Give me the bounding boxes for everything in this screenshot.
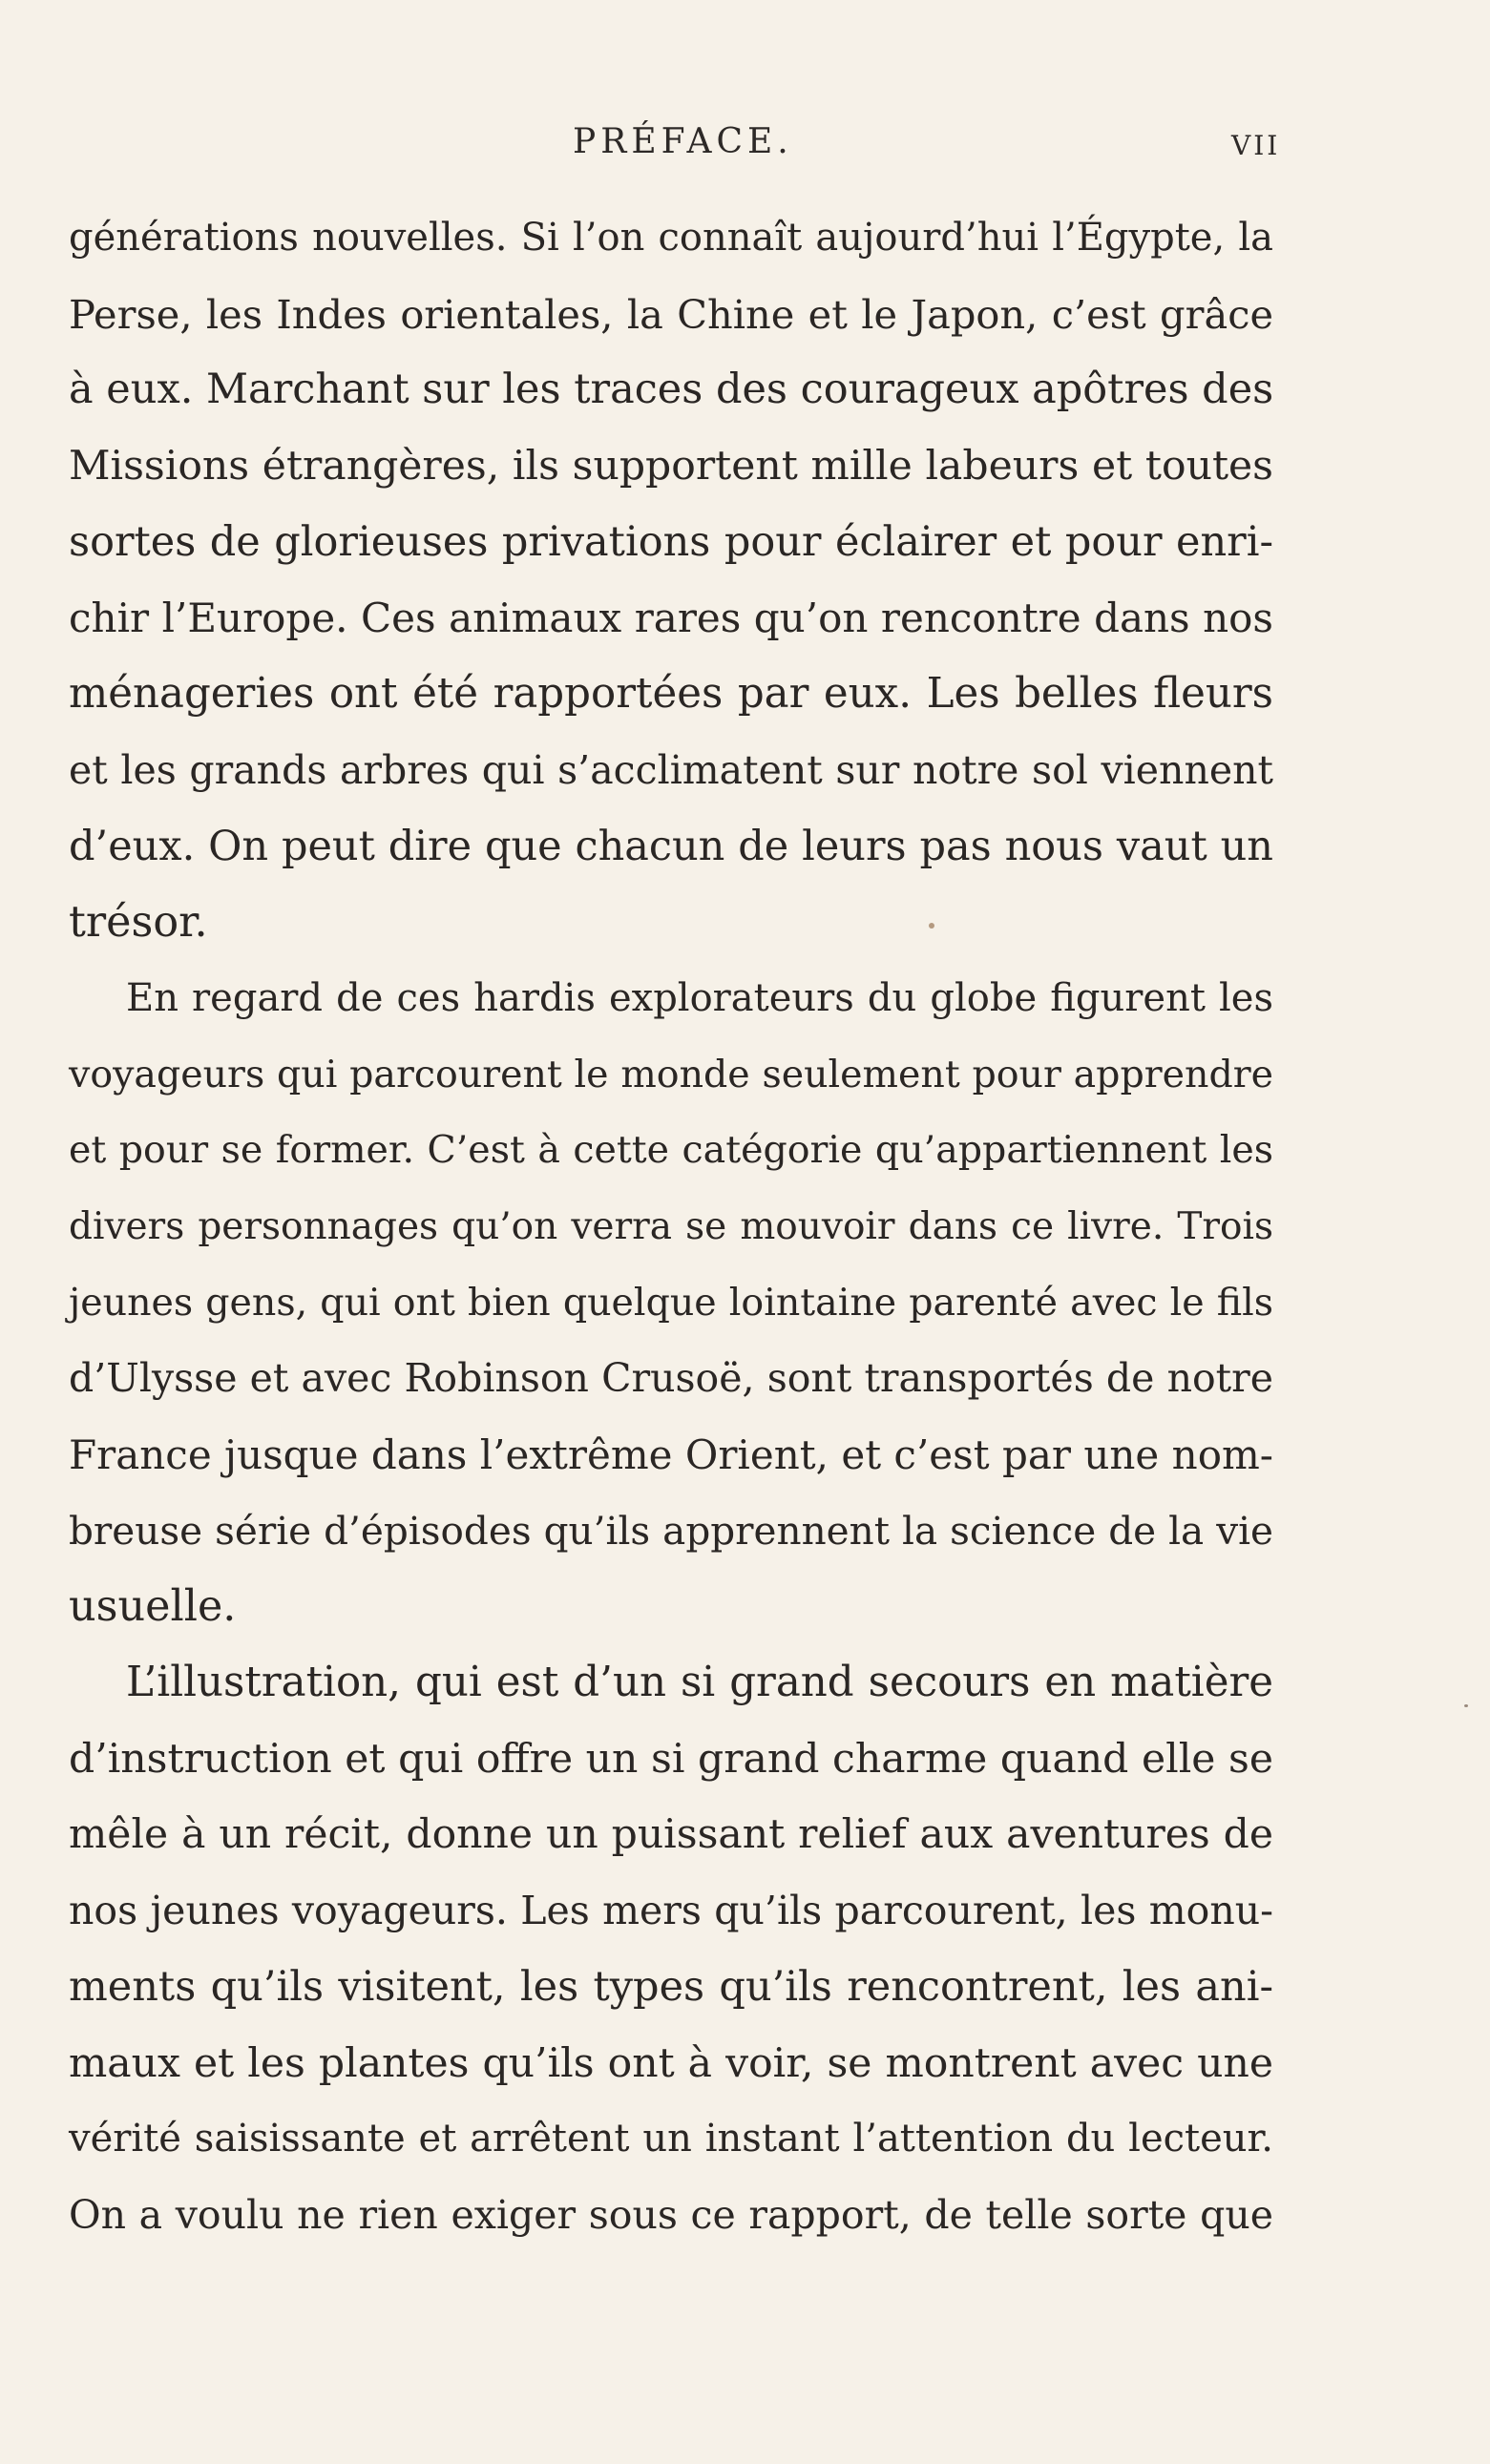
- text-line: jeunes gens, qui ont bien quelque lointaine parenté avec le fils: [69, 1280, 1273, 1325]
- text-line: France jusque dans l’extrême Orient, et c’est par une nom-: [69, 1431, 1273, 1478]
- text-line: Perse, les Indes orientales, la Chine et le Japon, c’est grâce: [69, 290, 1273, 338]
- text-line: voyageurs qui parcourent le monde seulement pour apprendre: [69, 1052, 1273, 1096]
- text-line: à eux. Marchant sur les traces des courageux apôtres des: [69, 365, 1274, 414]
- text-line: et pour se former. C’est à cette catégorie qu’appartiennent les: [69, 1128, 1273, 1173]
- paragraph-start-line: L’illustration, qui est d’un si grand secours en matière: [126, 1659, 1273, 1707]
- text-line: ménageries ont été rapportées par eux. Les belles fleurs: [69, 670, 1273, 719]
- text-line: chir l’Europe. Ces animaux rares qu’on rencontre dans nos: [69, 595, 1273, 642]
- text-line: Missions étrangères, ils supportent mille labeurs et toutes: [69, 443, 1273, 491]
- paragraph-end-line: usuelle.: [69, 1582, 237, 1632]
- text-line: d’eux. On peut dire que chacun de leurs pas nous vaut un: [69, 822, 1273, 870]
- text-line: ments qu’ils visitent, les types qu’ils rencontrent, les ani-: [69, 1962, 1273, 2011]
- text-line: générations nouvelles. Si l’on connaît aujourd’hui l’Égypte, la: [69, 216, 1273, 260]
- text-line: nos jeunes voyageurs. Les mers qu’ils parcourent, les monu-: [69, 1888, 1273, 1934]
- text-line: breuse série d’épisodes qu’ils apprennent la science de la vie: [69, 1507, 1273, 1554]
- text-line: d’Ulysse et avec Robinson Crusoë, sont transportés de notre: [69, 1355, 1273, 1402]
- text-line: sortes de glorieuses privations pour éclairer et pour enri-: [69, 517, 1273, 566]
- text-line: mêle à un récit, donne un puissant relief aux aventures de: [69, 1811, 1273, 1859]
- text-line: On a voulu ne rien exiger sous ce rapport, de telle sorte que: [69, 2191, 1273, 2238]
- paper-speck: [1464, 1704, 1468, 1707]
- text-line: d’instruction et qui offre un si grand charme quand elle se: [69, 1735, 1273, 1783]
- text-line: maux et les plantes qu’ils ont à voir, se montrent avec une: [69, 2039, 1273, 2087]
- text-line: et les grands arbres qui s’acclimatent sur notre sol viennent: [69, 746, 1273, 793]
- text-line: vérité saisissante et arrêtent un instant l’attention du lecteur.: [69, 2117, 1273, 2161]
- text-line: divers personnages qu’on verra se mouvoir dans ce livre. Trois: [69, 1204, 1273, 1248]
- running-title: PRÉFACE.: [573, 122, 793, 161]
- paragraph-start-line: En regard de ces hardis explorateurs du globe figurent les: [126, 975, 1273, 1020]
- body-text: [69, 200, 1273, 2254]
- paper-speck: [929, 923, 934, 929]
- page-number: VII: [1231, 130, 1281, 161]
- paragraph-end-line: trésor.: [69, 898, 208, 948]
